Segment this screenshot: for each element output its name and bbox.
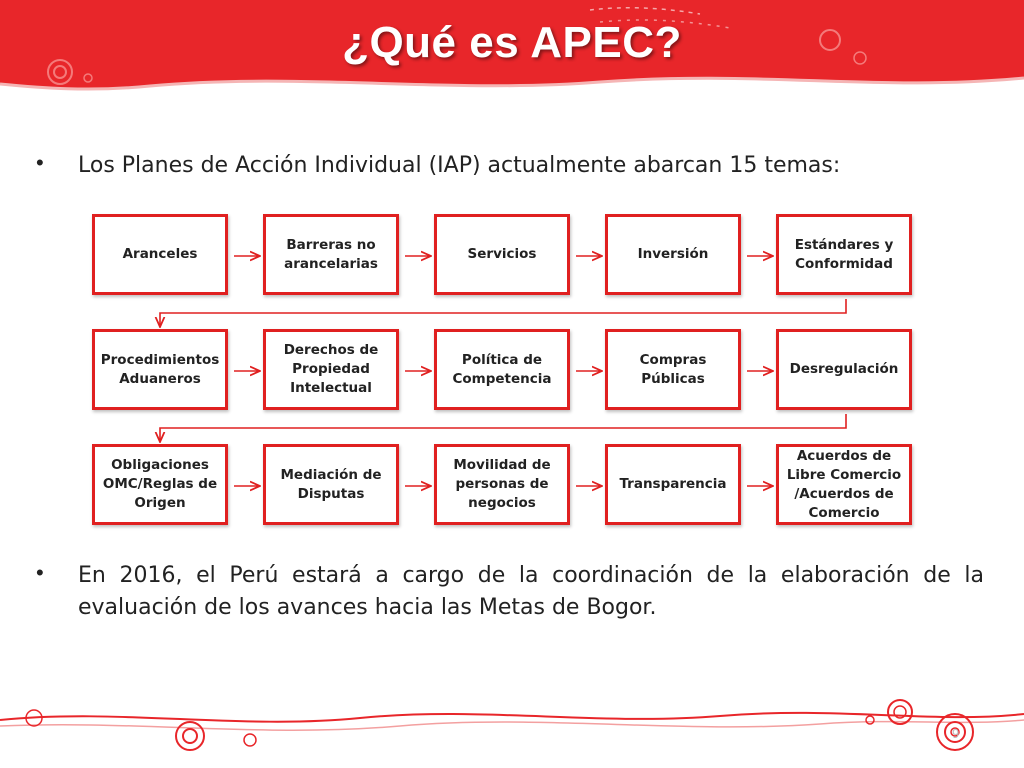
- theme-box: Compras Públicas: [605, 329, 741, 410]
- theme-box: Desregulación: [776, 329, 912, 410]
- bullet-text-bogor: En 2016, el Perú estará a cargo de la coordinación de la elaboración de la evaluación de los avances hacia las Metas de Bogor.: [78, 563, 984, 620]
- slide-title: ¿Qué es APEC?: [342, 18, 682, 67]
- bullet-glyph: •: [36, 560, 44, 585]
- theme-box: Política de Competencia: [434, 329, 570, 410]
- bullet-text-intro: Los Planes de Acción Individual (IAP) actualmente abarcan 15 temas:: [78, 153, 841, 178]
- footer-swirl-decoration: [0, 690, 1024, 768]
- bullet-glyph: •: [36, 150, 44, 175]
- theme-box: Estándares y Conformidad: [776, 214, 912, 295]
- theme-box: Mediación de Disputas: [263, 444, 399, 525]
- theme-box: Inversión: [605, 214, 741, 295]
- theme-box: Transparencia: [605, 444, 741, 525]
- theme-box: Barreras no arancelarias: [263, 214, 399, 295]
- theme-box: Movilidad de personas de negocios: [434, 444, 570, 525]
- theme-box: Aranceles: [92, 214, 228, 295]
- theme-box: Servicios: [434, 214, 570, 295]
- theme-box: Acuerdos de Libre Comercio /Acuerdos de Comercio: [776, 444, 912, 525]
- theme-box: Obligaciones OMC/Reglas de Origen: [92, 444, 228, 525]
- page-number: 9: [952, 726, 960, 741]
- theme-box: Procedimientos Aduaneros: [92, 329, 228, 410]
- theme-box: Derechos de Propiedad Intelectual: [263, 329, 399, 410]
